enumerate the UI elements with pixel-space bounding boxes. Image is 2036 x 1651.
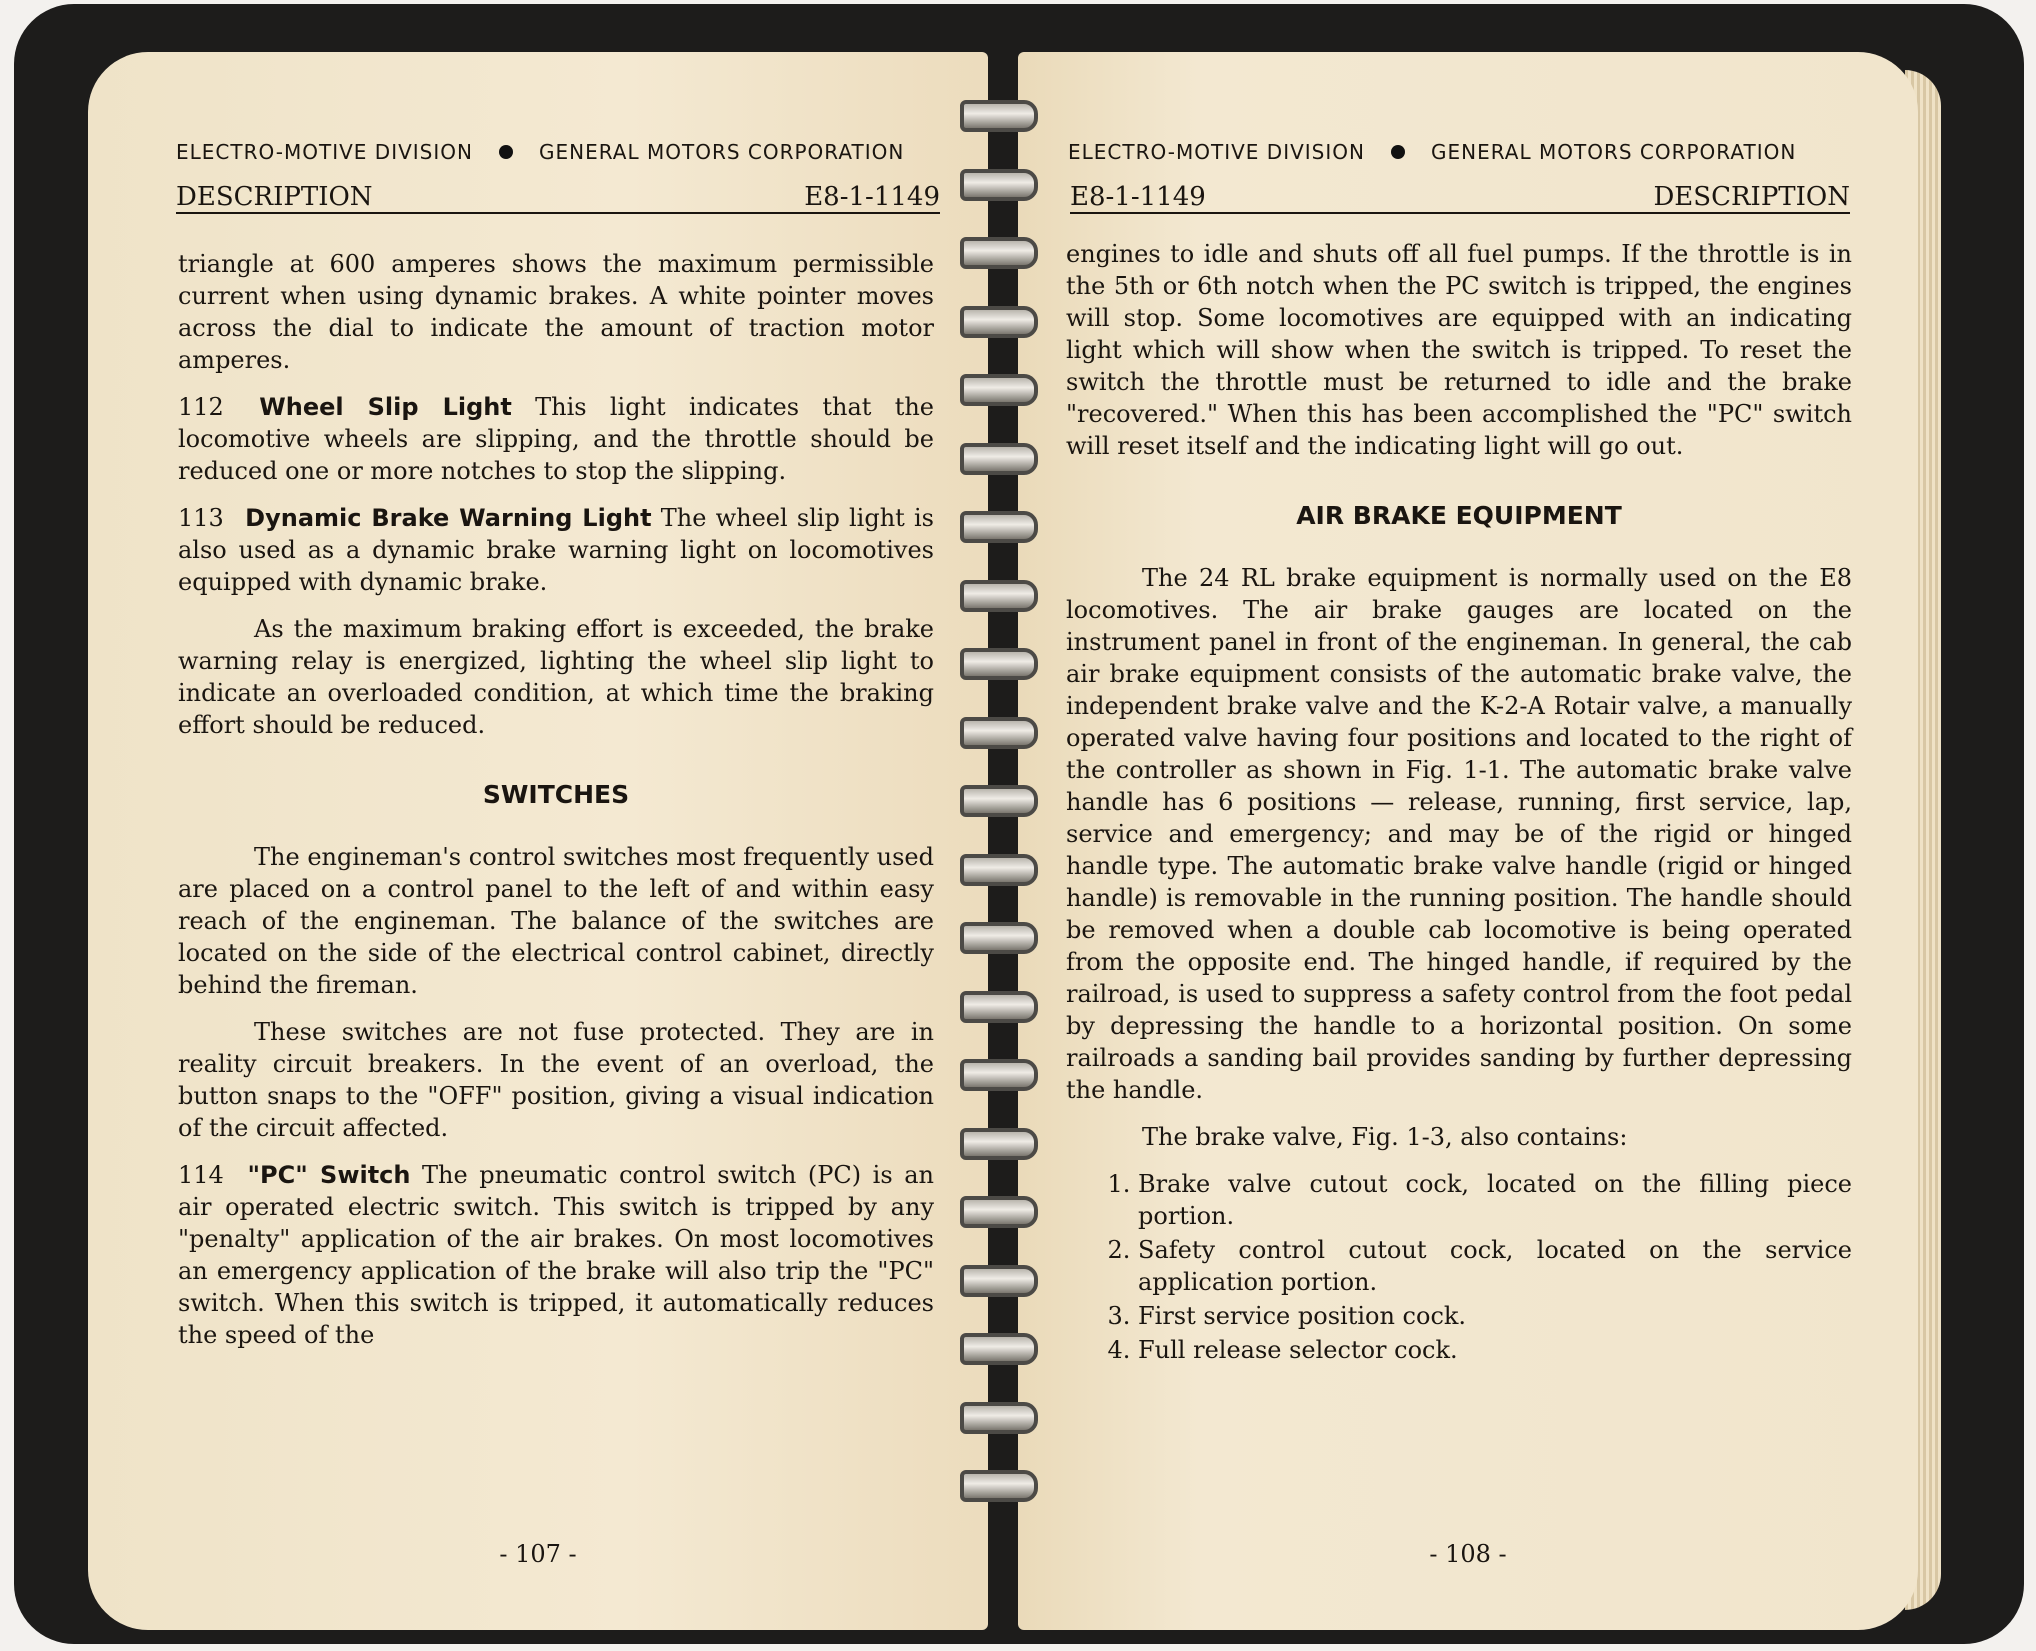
spiral-coil	[960, 717, 1038, 749]
section-label: DESCRIPTION	[1653, 182, 1850, 212]
spiral-coil	[960, 443, 1038, 475]
section-rule	[176, 174, 940, 214]
list-item: 1. Brake valve cutout cock, located on the filling piece portion.	[1138, 1168, 1852, 1232]
item-112	[178, 391, 934, 487]
item-number: 114	[178, 1161, 224, 1189]
spiral-binding	[960, 100, 1040, 1550]
list-item: 3. First service position cock.	[1138, 1300, 1852, 1332]
running-head	[176, 132, 988, 172]
item-114	[178, 1159, 934, 1351]
spiral-coil	[960, 306, 1038, 338]
spiral-coil	[960, 511, 1038, 543]
doc-number: E8-1-1149	[1070, 182, 1206, 212]
page-body	[1066, 238, 1852, 1368]
spiral-coil	[960, 169, 1038, 201]
spiral-coil	[960, 991, 1038, 1023]
item-text: The pneumatic control switch (PC) is an air operated electric switch. This switch is tripped by any "penalty" application of the air brakes. On most locomotives an emergency application of the brake will also trip the "PC" switch. When this switch is tripped, it automatically reduces the speed of the	[178, 1161, 934, 1349]
division-name: ELECTRO-MOTIVE DIVISION	[1068, 140, 1365, 164]
spiral-coil	[960, 854, 1038, 886]
spiral-coil	[960, 237, 1038, 269]
air-brake-heading: AIR BRAKE EQUIPMENT	[1296, 501, 1622, 530]
page-number: - 107 -	[499, 1540, 577, 1568]
item-term: Dynamic Brake Warning Light	[245, 504, 652, 532]
section-label: DESCRIPTION	[176, 182, 373, 212]
switches-paragraph-2: These switches are not fuse protected. They are in reality circuit breakers. In the event of an overload, the button snaps to the "OFF" position, giving a visual indication of the circuit affected.	[178, 1018, 934, 1142]
spiral-coil	[960, 922, 1038, 954]
spiral-coil	[960, 648, 1038, 680]
corporation-name: GENERAL MOTORS CORPORATION	[538, 140, 905, 164]
intro-paragraph: triangle at 600 amperes shows the maximum permissible current when using dynamic brakes. A white pointer moves across the dial to indicate the amount of traction motor amperes.	[178, 250, 934, 374]
item-number: 112	[178, 393, 224, 421]
continuation-paragraph: engines to idle and shuts off all fuel pumps. If the throttle is in the 5th or 6th notch when the PC switch is tripped, the engines will stop. Some locomotives are equipped with an indicating light which will show when the switch is tripped. To reset the switch the throttle must be returned to idle and the brake "recovered." When this has been accomplished the "PC" switch will reset itself and the indicating light will go out.	[1066, 240, 1852, 460]
running-head	[1068, 132, 1918, 172]
item-number: 113	[178, 504, 224, 532]
spiral-coil	[960, 1196, 1038, 1228]
spiral-coil	[960, 374, 1038, 406]
spiral-coil	[960, 580, 1038, 612]
bullet-icon	[499, 145, 513, 159]
switches-paragraph-1: The engineman's control switches most frequently used are placed on a control panel to the left of and within easy reach of the engineman. The balance of the switches are located on the side of the electrical control cabinet, directly behind the fireman.	[178, 843, 934, 999]
item-term: "PC" Switch	[247, 1161, 411, 1189]
braking-paragraph: As the maximum braking effort is exceeded, the brake warning relay is energized, lighting the wheel slip light to indicate an overloaded condition, at which time the braking effort should be reduced.	[178, 615, 934, 739]
list-item: 2. Safety control cutout cock, located on the service application portion.	[1138, 1234, 1852, 1298]
left-page	[88, 52, 988, 1630]
switches-heading: SWITCHES	[482, 780, 630, 809]
item-term: Wheel Slip Light	[259, 393, 512, 421]
spiral-coil	[960, 100, 1038, 132]
item-text: This light indicates that the locomotive wheels are slipping, and the throttle should be reduced one or more notches to stop the slipping.	[178, 393, 934, 485]
list-item: 4. Full release selector cock.	[1138, 1334, 1852, 1366]
division-name: ELECTRO-MOTIVE DIVISION	[176, 140, 473, 164]
page-body	[178, 248, 934, 1366]
brake-valve-list	[1066, 1168, 1852, 1366]
spiral-coil	[960, 1402, 1038, 1434]
right-page	[1018, 52, 1918, 1630]
page-number: - 108 -	[1429, 1540, 1507, 1568]
spiral-coil	[960, 1470, 1038, 1502]
contains-paragraph: The brake valve, Fig. 1-3, also contains:	[1142, 1123, 1628, 1151]
section-rule	[1070, 174, 1850, 214]
spiral-coil	[960, 1333, 1038, 1365]
bullet-icon	[1391, 145, 1405, 159]
spiral-coil	[960, 1265, 1038, 1297]
spiral-coil	[960, 1128, 1038, 1160]
spiral-coil	[960, 1059, 1038, 1091]
item-text: The wheel slip light is also used as a dynamic brake warning light on locomotives equipped with dynamic brake.	[178, 504, 934, 596]
item-113	[178, 502, 934, 598]
spiral-coil	[960, 785, 1038, 817]
air-brake-paragraph: The 24 RL brake equipment is normally used on the E8 locomotives. The air brake gauges are located on the instrument panel in front of the engineman. In general, the cab air brake equipment consists of the automatic brake valve, the independent brake valve and the K-2-A Rotair valve, a manually operated valve having four positions and located to the right of the controller as shown in Fig. 1-1. The automatic brake valve handle has 6 positions — release, running, first service, lap, service and emergency; and may be of the rigid or hinged handle type. The automatic brake valve handle (rigid or hinged handle) is removable in the running position. The handle should be removed when a double cab locomotive is being operated from the opposite end. The hinged handle, if required by the railroad, is used to suppress a safety control from the foot pedal by depressing the handle to a horizontal position. On some railroads a sanding bail provides sanding by further depressing the handle.	[1066, 564, 1852, 1104]
doc-number: E8-1-1149	[804, 182, 940, 212]
corporation-name: GENERAL MOTORS CORPORATION	[1430, 140, 1797, 164]
